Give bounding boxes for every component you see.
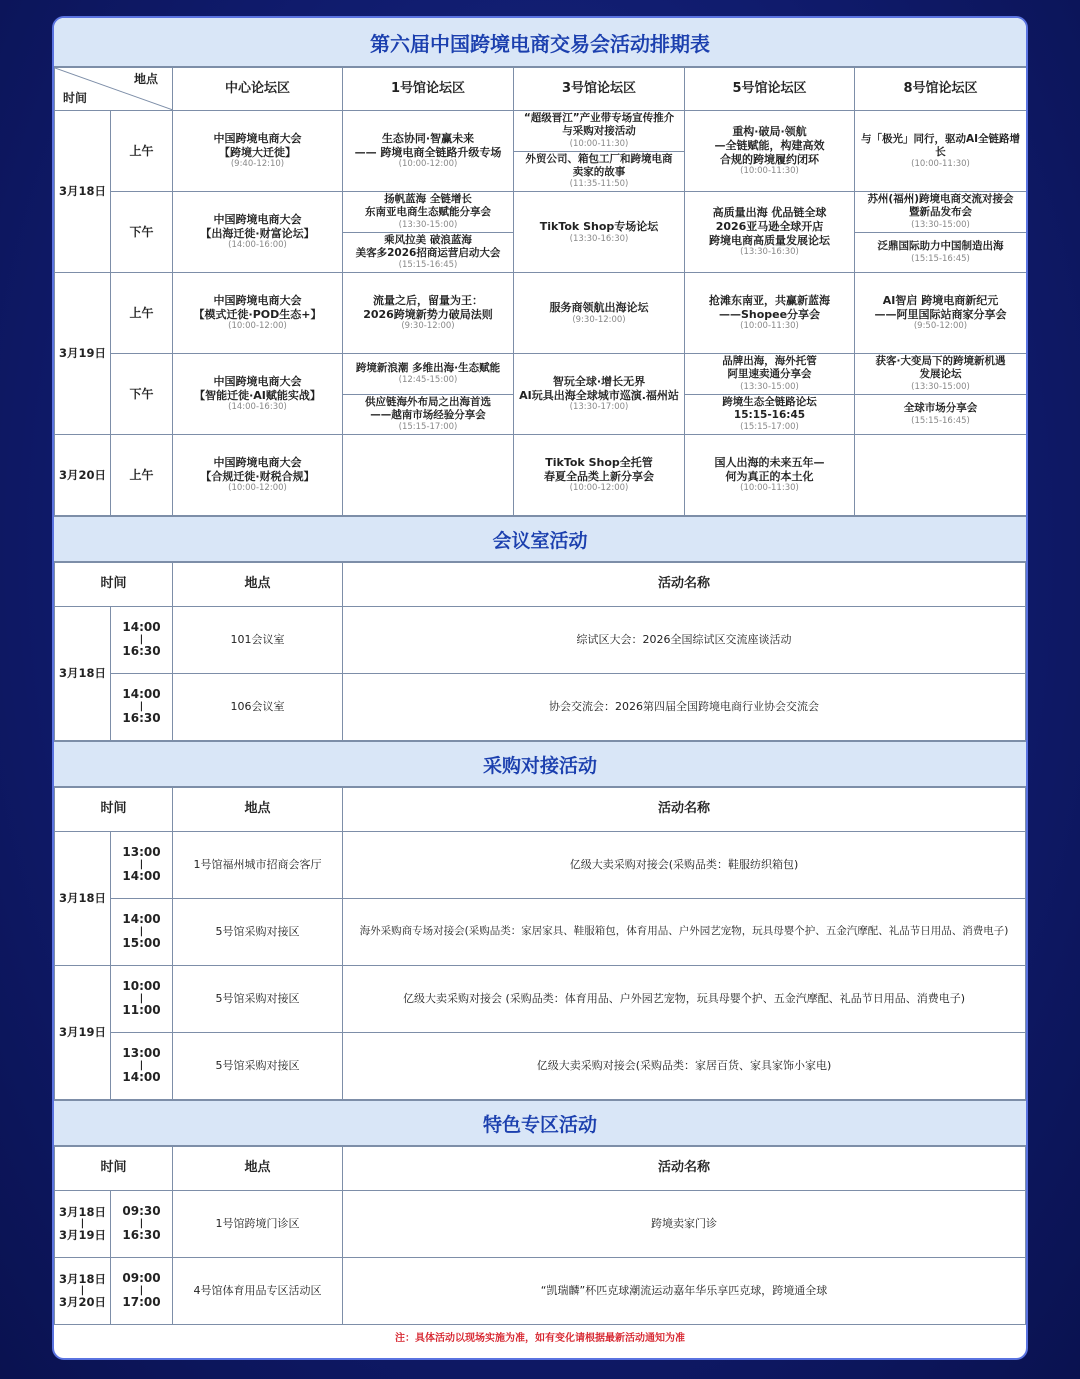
event-cell (343, 111, 514, 192)
activity-cell: 亿级大卖采购对接会(采购品类：鞋服纺织箱包) (343, 832, 1026, 899)
event-cell (173, 435, 343, 516)
event-time: (15:15-16:45) (911, 415, 970, 426)
event-time: (13:30-15:00) (398, 219, 458, 230)
forum-table (54, 67, 1027, 516)
event-time: (10:00-12:00) (569, 483, 629, 494)
time-start: 09:30 (122, 1204, 161, 1219)
header-hall1: 1号馆论坛区 (343, 68, 514, 111)
header-center: 中心论坛区 (173, 68, 343, 111)
place-cell: 1号馆跨境门诊区 (173, 1191, 343, 1258)
event-time: (10:00-11:30) (740, 483, 799, 494)
activity-cell: “凯瑞麟”杯匹克球潮流运动嘉年华乐享匹克球，跨境通全球 (343, 1258, 1026, 1325)
place-cell: 5号馆采购对接区 (173, 899, 343, 966)
event-cell-split (685, 354, 855, 435)
time-separator: | (139, 1285, 144, 1296)
place-cell: 5号馆采购对接区 (173, 1033, 343, 1100)
date-cell: 3月18日 (55, 832, 111, 966)
corner-cell (55, 68, 173, 111)
col-place: 地点 (173, 563, 343, 607)
time-end: 14:00 (122, 1070, 161, 1084)
time-separator: | (139, 1218, 144, 1229)
footnote: 注：具体活动以现场实施为准，如有变化请根据最新活动通知为准 (395, 1333, 685, 1344)
event-name: 中国跨境电商大会 【智能迁徙·AI赋能实战】 (194, 374, 321, 402)
time-separator: | (139, 993, 144, 1004)
event-time: (11:35-11:50) (569, 179, 629, 190)
event-time: (9:30-12:00) (401, 321, 455, 332)
col-activity: 活动名称 (343, 788, 1026, 832)
event-time: (15:15-17:00) (740, 422, 799, 433)
event-time: (15:15-16:45) (911, 253, 970, 264)
event-time: (15:15-16:45) (398, 260, 458, 271)
event-name: 泛鼎国际助力中国制造出海 (877, 240, 1004, 253)
empty-cell (343, 435, 514, 516)
time-end: 16:30 (122, 711, 161, 725)
activity-cell: 亿级大卖采购对接会(采购品类：家居百货、家具家饰小家电) (343, 1033, 1026, 1100)
event-time: (10:00-11:30) (740, 321, 799, 332)
event-name: 与「极光」同行，驱动AI全链路增长 (860, 132, 1021, 158)
date-cell: 3月19日 (55, 966, 111, 1100)
event-cell (343, 273, 514, 354)
date-cell: 3月18日 (55, 111, 111, 273)
date-end: 3月19日 (58, 1228, 106, 1242)
date-range (55, 1258, 111, 1325)
event-cell (514, 192, 685, 273)
event-time: (13:30-16:30) (740, 247, 799, 258)
event-name: 中国跨境电商大会 【出海迁徙·财富论坛】 (200, 212, 315, 240)
corner-time: 时间 (63, 91, 88, 105)
event-cell (173, 192, 343, 273)
event-time: (10:00-11:30) (569, 138, 629, 149)
event-name: 生态协同·智赢未来 —— 跨境电商全链路升级专场 (354, 131, 502, 159)
time-range (111, 1191, 173, 1258)
time-start: 10:00 (122, 979, 161, 994)
date-range (55, 1191, 111, 1258)
pm-cell: 下午 (111, 354, 173, 435)
event-name: 外贸公司、箱包工厂和跨境电商 卖家的故事 (525, 152, 673, 178)
event-time: (10:00-12:00) (398, 159, 458, 170)
event-name: 跨境新浪潮 多维出海·生态赋能 (355, 361, 501, 374)
special-section-title: 特色专区活动 (54, 1100, 1026, 1146)
event-cell (514, 273, 685, 354)
event-time: (13:30-17:00) (569, 402, 629, 413)
time-end: 16:30 (122, 1228, 161, 1242)
time-separator: | (139, 926, 144, 937)
event-cell (173, 273, 343, 354)
page-title: 第六届中国跨境电商交易会活动排期表 (54, 18, 1026, 67)
event-name: 品牌出海，海外托管 阿里速卖通分享会 (722, 355, 817, 381)
event-name: 重构·破局·领航 —全链赋能，构建高效 合规的跨境履约闭环 (714, 125, 825, 166)
place-cell: 106会议室 (173, 674, 343, 741)
event-name: AI智启 跨境电商新纪元 ——阿里国际站商家分享会 (874, 293, 1007, 321)
date-end: 3月20日 (58, 1295, 106, 1309)
time-end: 15:00 (122, 936, 161, 950)
event-name: 中国跨境电商大会 【模式迁徙·POD生态+】 (193, 293, 322, 321)
col-place: 地点 (173, 788, 343, 832)
place-cell: 101会议室 (173, 607, 343, 674)
event-time: (9:40-12:10) (230, 159, 285, 170)
time-range (111, 832, 173, 899)
time-range (111, 1033, 173, 1100)
activity-cell: 综试区大会：2026全国综试区交流座谈活动 (343, 607, 1026, 674)
col-activity: 活动名称 (343, 563, 1026, 607)
header-hall3: 3号馆论坛区 (514, 68, 685, 111)
event-cell (173, 354, 343, 435)
event-cell (685, 435, 855, 516)
schedule-frame (52, 16, 1028, 1360)
event-cell (685, 111, 855, 192)
event-name: 中国跨境电商大会 【合规迁徙·财税合规】 (200, 455, 315, 483)
event-cell (855, 273, 1027, 354)
event-cell (514, 435, 685, 516)
event-time: (14:00-16:00) (228, 240, 287, 251)
event-name: 跨境生态全链路论坛 15:15-16:45 (722, 395, 817, 421)
time-end: 11:00 (122, 1003, 161, 1017)
event-time: (13:30-15:00) (911, 219, 970, 230)
time-range (111, 607, 173, 674)
event-time: (9:30-12:00) (572, 314, 626, 325)
event-time: (10:00-12:00) (228, 483, 287, 494)
meeting-table (54, 562, 1026, 741)
event-name: 中国跨境电商大会 【跨境大迁徙】 (213, 131, 302, 159)
event-name: 乘风拉美 破浪蓝海 美客多2026招商运营启动大会 (355, 233, 501, 259)
event-time: (10:00-12:00) (228, 321, 287, 332)
place-cell: 1号馆福州城市招商会客厅 (173, 832, 343, 899)
meeting-section-title: 会议室活动 (54, 516, 1026, 562)
event-name: 国人出海的未来五年— 何为真正的本土化 (714, 455, 825, 483)
time-range (111, 674, 173, 741)
event-time: (9:50-12:00) (913, 321, 968, 332)
event-name: 苏州(福州)跨境电商交流对接会 暨新品发布会 (867, 193, 1014, 219)
event-time: (10:00-11:30) (911, 158, 970, 169)
date-start: 3月18日 (58, 1271, 106, 1286)
event-name: 全球市场分享会 (903, 402, 978, 415)
event-name: 高质量出海 优品链全球 2026亚马逊全球开店 跨境电商高质量发展论坛 (709, 206, 830, 247)
event-name: 扬帆蓝海 全链增长 东南亚电商生态赋能分享会 (365, 193, 491, 219)
place-cell: 4号馆体育用品专区活动区 (173, 1258, 343, 1325)
event-time: (15:15-17:00) (398, 422, 458, 433)
event-time: (13:30-16:30) (569, 233, 629, 244)
event-name: 服务商领航出海论坛 (549, 300, 649, 314)
empty-cell (855, 435, 1027, 516)
time-end: 16:30 (122, 644, 161, 658)
event-time: (12:45-15:00) (398, 375, 458, 385)
time-end: 14:00 (122, 869, 161, 883)
event-name: 获客·大变局下的跨境新机遇 发展论坛 (875, 355, 1006, 381)
am-cell: 上午 (111, 111, 173, 192)
event-cell (685, 192, 855, 273)
corner-place: 地点 (133, 72, 158, 86)
header-hall5: 5号馆论坛区 (685, 68, 855, 111)
event-cell-split (855, 192, 1027, 273)
col-place: 地点 (173, 1147, 343, 1191)
event-time: (14:00-16:30) (228, 402, 287, 413)
time-separator: | (139, 859, 144, 870)
am-cell: 上午 (111, 273, 173, 354)
event-name: TikTok Shop专场论坛 (539, 219, 659, 233)
activity-cell: 亿级大卖采购对接会 (采购品类：体育用品、户外园艺宠物，玩具母婴个护、五金汽摩配、礼品节日用品、消费电子) (343, 966, 1026, 1033)
activity-cell: 海外采购商专场对接会(采购品类：家居家具、鞋服箱包，体育用品、户外园艺宠物，玩具母婴个护、五金汽摩配、礼品节日用品、消费电子) (343, 899, 1026, 966)
time-separator: | (139, 634, 144, 645)
event-name: 流量之后，留量为王： 2026跨境新势力破局法则 (363, 293, 493, 321)
col-time: 时间 (55, 563, 173, 607)
header-hall8: 8号馆论坛区 (855, 68, 1027, 111)
event-name: 智玩全球·增长无界 AI玩具出海全球城市巡演.福州站 (519, 374, 679, 402)
event-time: (13:30-15:00) (740, 381, 799, 392)
purchase-section-title: 采购对接活动 (54, 741, 1026, 787)
time-end: 17:00 (122, 1295, 161, 1309)
col-activity: 活动名称 (343, 1147, 1026, 1191)
time-separator: | (139, 1060, 144, 1071)
event-cell-split (855, 354, 1027, 435)
event-cell-split (343, 354, 514, 435)
am-cell: 上午 (111, 435, 173, 516)
event-cell-split (514, 111, 685, 192)
col-time: 时间 (55, 788, 173, 832)
date-separator: | (80, 1218, 85, 1229)
time-start: 14:00 (122, 912, 161, 927)
pm-cell: 下午 (111, 192, 173, 273)
time-separator: | (139, 701, 144, 712)
time-range (111, 966, 173, 1033)
date-cell: 3月19日 (55, 273, 111, 435)
special-table (54, 1146, 1026, 1325)
time-start: 14:00 (122, 687, 161, 702)
date-start: 3月18日 (58, 1204, 106, 1219)
time-range (111, 1258, 173, 1325)
event-cell (514, 354, 685, 435)
event-cell (173, 111, 343, 192)
activity-cell: 跨境卖家门诊 (343, 1191, 1026, 1258)
purchase-table (54, 787, 1026, 1100)
event-name: 供应链海外布局之出海首选 ——越南市场经验分享会 (365, 395, 491, 421)
event-cell (685, 273, 855, 354)
time-start: 14:00 (122, 620, 161, 635)
event-name: 抢滩东南亚，共赢新蓝海 ——Shopee分享会 (709, 293, 830, 321)
time-range (111, 899, 173, 966)
place-cell: 5号馆采购对接区 (173, 966, 343, 1033)
time-start: 13:00 (122, 1046, 161, 1061)
event-time: (10:00-11:30) (740, 166, 799, 177)
event-time: (13:30-15:00) (911, 381, 970, 392)
date-cell: 3月20日 (55, 435, 111, 516)
event-cell (855, 111, 1027, 192)
date-separator: | (80, 1285, 85, 1296)
activity-cell: 协会交流会：2026第四届全国跨境电商行业协会交流会 (343, 674, 1026, 741)
event-name: TikTok Shop全托管 春夏全品类上新分享会 (544, 455, 654, 483)
time-start: 09:00 (122, 1271, 161, 1286)
date-cell: 3月18日 (55, 607, 111, 741)
time-start: 13:00 (122, 845, 161, 860)
event-cell-split (343, 192, 514, 273)
col-time: 时间 (55, 1147, 173, 1191)
event-name: “超级晋江”产业带专场宣传推介 与采购对接活动 (523, 112, 675, 138)
